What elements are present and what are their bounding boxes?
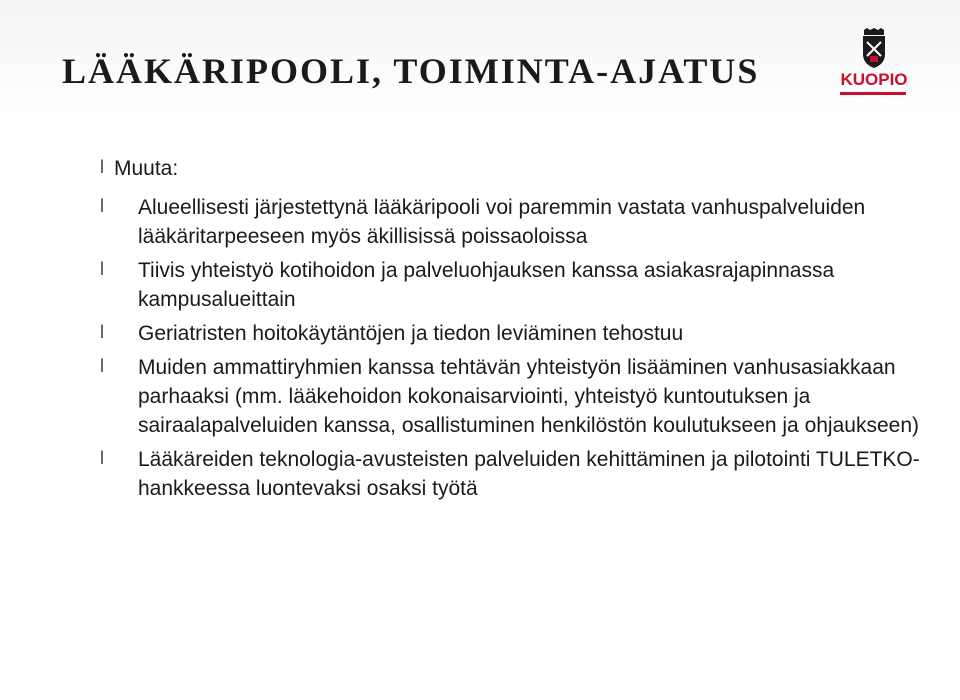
list-item [100, 319, 920, 348]
bullet-heading [100, 154, 920, 183]
bullet-glyph: l [100, 196, 104, 216]
slide-title: LÄÄKÄRIPOOLI, TOIMINTA-AJATUS [62, 51, 760, 91]
list-item [100, 193, 920, 251]
kuopio-logo [836, 28, 912, 100]
bullet-glyph: l [100, 322, 104, 342]
heading-text: Muuta: [114, 157, 179, 180]
coat-of-arms-icon [836, 28, 912, 70]
list-item [100, 445, 920, 503]
list-item-text: Alueellisesti järjestettynä lääkäripooli voi paremmin vastata vanhuspalveluiden lääkäritarpeeseen myös äkillisissä poissaoloissa [138, 196, 866, 248]
slide-header [0, 0, 960, 115]
list-item-text: Muiden ammattiryhmien kanssa tehtävän yhteistyön lisääminen vanhusasiakkaan parhaaksi (mm. lääkehoidon kokonaisarviointi, yhteistyö kuntoutuksen ja sairaalapalveluiden kanssa, osallistuminen henkilöstön koulutukseen ja ohjaukseen) [138, 356, 919, 437]
bullet-glyph: l [100, 259, 104, 279]
list-item-text: Tiivis yhteistyö kotihoidon ja palveluohjauksen kanssa asiakasrajapinnassa kampusalueittain [138, 259, 835, 311]
list-item-text: Lääkäreiden teknologia-avusteisten palveluiden kehittäminen ja pilotointi TULETKO-hankkeessa luontevaksi osaksi työtä [138, 448, 920, 500]
logo-underline [840, 92, 906, 95]
list-item-text: Geriatristen hoitokäytäntöjen ja tiedon leviäminen tehostuu [138, 322, 684, 345]
bullet-glyph: l [100, 356, 104, 376]
bullet-glyph: l [100, 448, 104, 468]
list-item [100, 353, 920, 440]
bullet-glyph: l [100, 157, 104, 177]
logo-text: KUOPIO [840, 70, 908, 89]
slide-body [100, 154, 920, 503]
list-item [100, 256, 920, 314]
